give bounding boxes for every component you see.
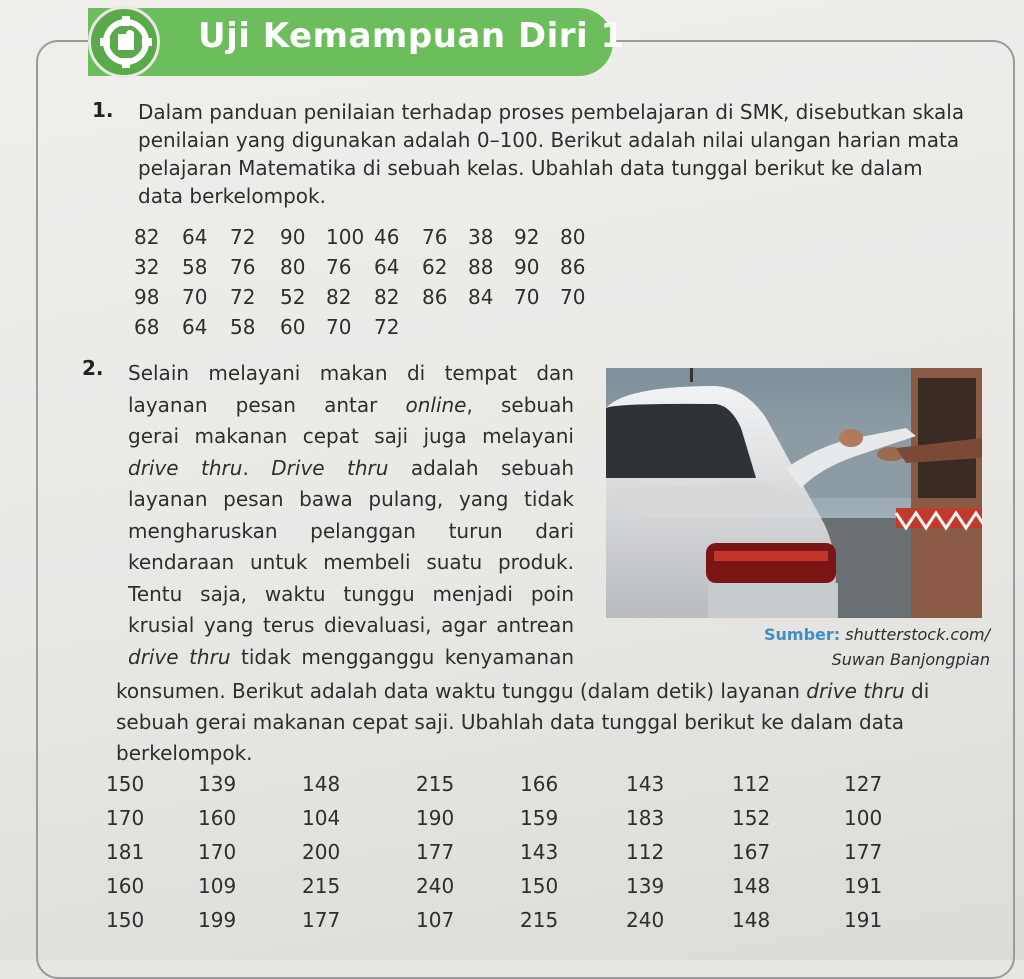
italic-term: drive thru	[128, 455, 243, 480]
data-value: 150	[106, 908, 145, 932]
data-value: 112	[626, 840, 665, 864]
data-value: 58	[230, 315, 256, 339]
data-value: 240	[626, 908, 665, 932]
data-value: 215	[520, 908, 559, 932]
question-2-wrapped-line	[128, 358, 574, 390]
italic-term: drive thru	[806, 679, 905, 703]
data-value: 80	[280, 255, 306, 279]
data-value: 152	[732, 806, 771, 830]
image-source-caption	[700, 625, 990, 644]
text-run: berkelompok.	[116, 741, 253, 765]
data-value: 240	[416, 874, 455, 898]
question-2-full-line	[116, 738, 992, 769]
data-value: 139	[626, 874, 665, 898]
text-run: Selain melayani makan di tempat dan	[128, 361, 574, 385]
question-1-line: data berkelompok.	[138, 184, 326, 208]
data-value: 148	[732, 908, 771, 932]
data-value: 215	[416, 772, 455, 796]
data-value: 70	[560, 285, 586, 309]
text-run: layanan pesan bawa pulang, yang tidak	[128, 487, 574, 511]
data-value: 72	[374, 315, 400, 339]
source-label: Sumber:	[764, 625, 841, 644]
data-value: 150	[106, 772, 145, 796]
data-value: 90	[514, 255, 540, 279]
data-value: 160	[106, 874, 145, 898]
question-2-wrapped-line	[128, 453, 574, 485]
question-2-wrapped-line	[128, 390, 574, 422]
data-value: 70	[514, 285, 540, 309]
italic-term: online	[405, 392, 467, 417]
data-value: 32	[134, 255, 160, 279]
data-value: 70	[182, 285, 208, 309]
text-run: krusial yang terus dievaluasi, agar antrean	[128, 613, 574, 637]
question-2-full-line	[116, 676, 992, 707]
section-title: Uji Kemampuan Diri 1	[198, 16, 625, 56]
text-run: .	[242, 455, 272, 480]
data-value: 104	[302, 806, 341, 830]
gear-puzzle-icon	[98, 14, 154, 70]
text-run: kendaraan untuk membeli suatu produk.	[128, 550, 574, 574]
data-value: 90	[280, 225, 306, 249]
data-value: 166	[520, 772, 559, 796]
data-value: 46	[374, 225, 400, 249]
question-2-wrapped-line	[128, 484, 574, 516]
question-2-data-table	[106, 772, 986, 942]
data-value: 199	[198, 908, 237, 932]
data-value: 82	[326, 285, 352, 309]
data-value: 170	[106, 806, 145, 830]
data-value: 107	[416, 908, 455, 932]
data-value: 82	[134, 225, 160, 249]
data-value: 148	[302, 772, 341, 796]
data-value: 100	[844, 806, 883, 830]
data-value: 92	[514, 225, 540, 249]
text-run: Tentu saja, waktu tunggu menjadi poin	[128, 581, 574, 606]
data-value: 80	[560, 225, 586, 249]
data-value: 181	[106, 840, 145, 864]
data-value: 159	[520, 806, 559, 830]
data-value: 150	[520, 874, 559, 898]
data-value: 160	[198, 806, 237, 830]
italic-term: drive thru	[128, 644, 231, 669]
data-value: 200	[302, 840, 341, 864]
data-value: 148	[732, 874, 771, 898]
data-value: 143	[626, 772, 665, 796]
data-value: 88	[468, 255, 494, 279]
question-1-line: Dalam panduan penilaian terhadap proses pembelajaran di SMK, disebutkan skala	[138, 100, 965, 124]
data-value: 127	[844, 772, 883, 796]
data-value: 139	[198, 772, 237, 796]
data-value: 82	[374, 285, 400, 309]
data-value: 177	[416, 840, 455, 864]
data-value: 58	[182, 255, 208, 279]
question-2-wrapped-line	[128, 547, 574, 579]
data-value: 86	[422, 285, 448, 309]
text-run: gerai makanan cepat saji juga melayani	[128, 424, 574, 448]
question-2-text-full	[116, 676, 992, 769]
data-value: 70	[326, 315, 352, 339]
text-run: layanan pesan antar	[128, 392, 406, 417]
header-rule	[612, 40, 982, 42]
question-2-wrapped-line	[128, 642, 574, 674]
question-2-number: 2.	[82, 356, 104, 380]
question-2-wrapped-line	[128, 421, 574, 453]
question-1-number: 1.	[92, 98, 114, 122]
data-value: 64	[374, 255, 400, 279]
data-value: 177	[844, 840, 883, 864]
drive-thru-photo	[606, 368, 982, 618]
data-value: 109	[198, 874, 237, 898]
data-value: 86	[560, 255, 586, 279]
data-value: 215	[302, 874, 341, 898]
data-value: 64	[182, 315, 208, 339]
question-2-wrapped-line	[128, 579, 574, 611]
data-value: 190	[416, 806, 455, 830]
data-value: 64	[182, 225, 208, 249]
data-value: 143	[520, 840, 559, 864]
italic-term: Drive thru	[271, 455, 389, 480]
data-value: 68	[134, 315, 160, 339]
text-run: sebuah gerai makanan cepat saji. Ubahlah data tunggal berikut ke dalam data	[116, 710, 904, 734]
data-value: 112	[732, 772, 771, 796]
question-1-line: penilaian yang digunakan adalah 0–100. Berikut adalah nilai ulangan harian mata	[138, 128, 960, 152]
data-value: 100	[326, 225, 365, 249]
data-value: 76	[422, 225, 448, 249]
text-run: tidak mengganggu kenyamanan	[230, 644, 574, 669]
data-value: 191	[844, 908, 883, 932]
text-run: , sebuah	[466, 392, 575, 417]
data-value: 84	[468, 285, 494, 309]
text-run: konsumen. Berikut adalah data waktu tunggu (dalam detik) layanan	[116, 679, 807, 703]
data-value: 38	[468, 225, 494, 249]
data-value: 191	[844, 874, 883, 898]
data-value: 62	[422, 255, 448, 279]
data-value: 177	[302, 908, 341, 932]
data-value: 72	[230, 285, 256, 309]
question-1-data-table	[134, 225, 604, 345]
question-2-text-wrapped	[128, 358, 574, 673]
source-url: shutterstock.com/	[845, 625, 990, 644]
text-run: mengharuskan pelanggan turun dari	[128, 518, 574, 543]
data-value: 98	[134, 285, 160, 309]
data-value: 183	[626, 806, 665, 830]
question-2-full-line	[116, 707, 992, 738]
data-value: 167	[732, 840, 771, 864]
data-value: 76	[230, 255, 256, 279]
text-run: adalah sebuah	[388, 455, 575, 480]
data-value: 60	[280, 315, 306, 339]
question-2-wrapped-line	[128, 516, 574, 548]
question-1-line: pelajaran Matematika di sebuah kelas. Ubahlah data tunggal berikut ke dalam	[138, 156, 923, 180]
question-2-wrapped-line	[128, 610, 574, 642]
text-run: di	[904, 679, 930, 703]
data-value: 52	[280, 285, 306, 309]
image-author: Suwan Banjongpian	[831, 650, 990, 669]
data-value: 76	[326, 255, 352, 279]
data-value: 72	[230, 225, 256, 249]
question-1-text	[138, 98, 968, 210]
data-value: 170	[198, 840, 237, 864]
